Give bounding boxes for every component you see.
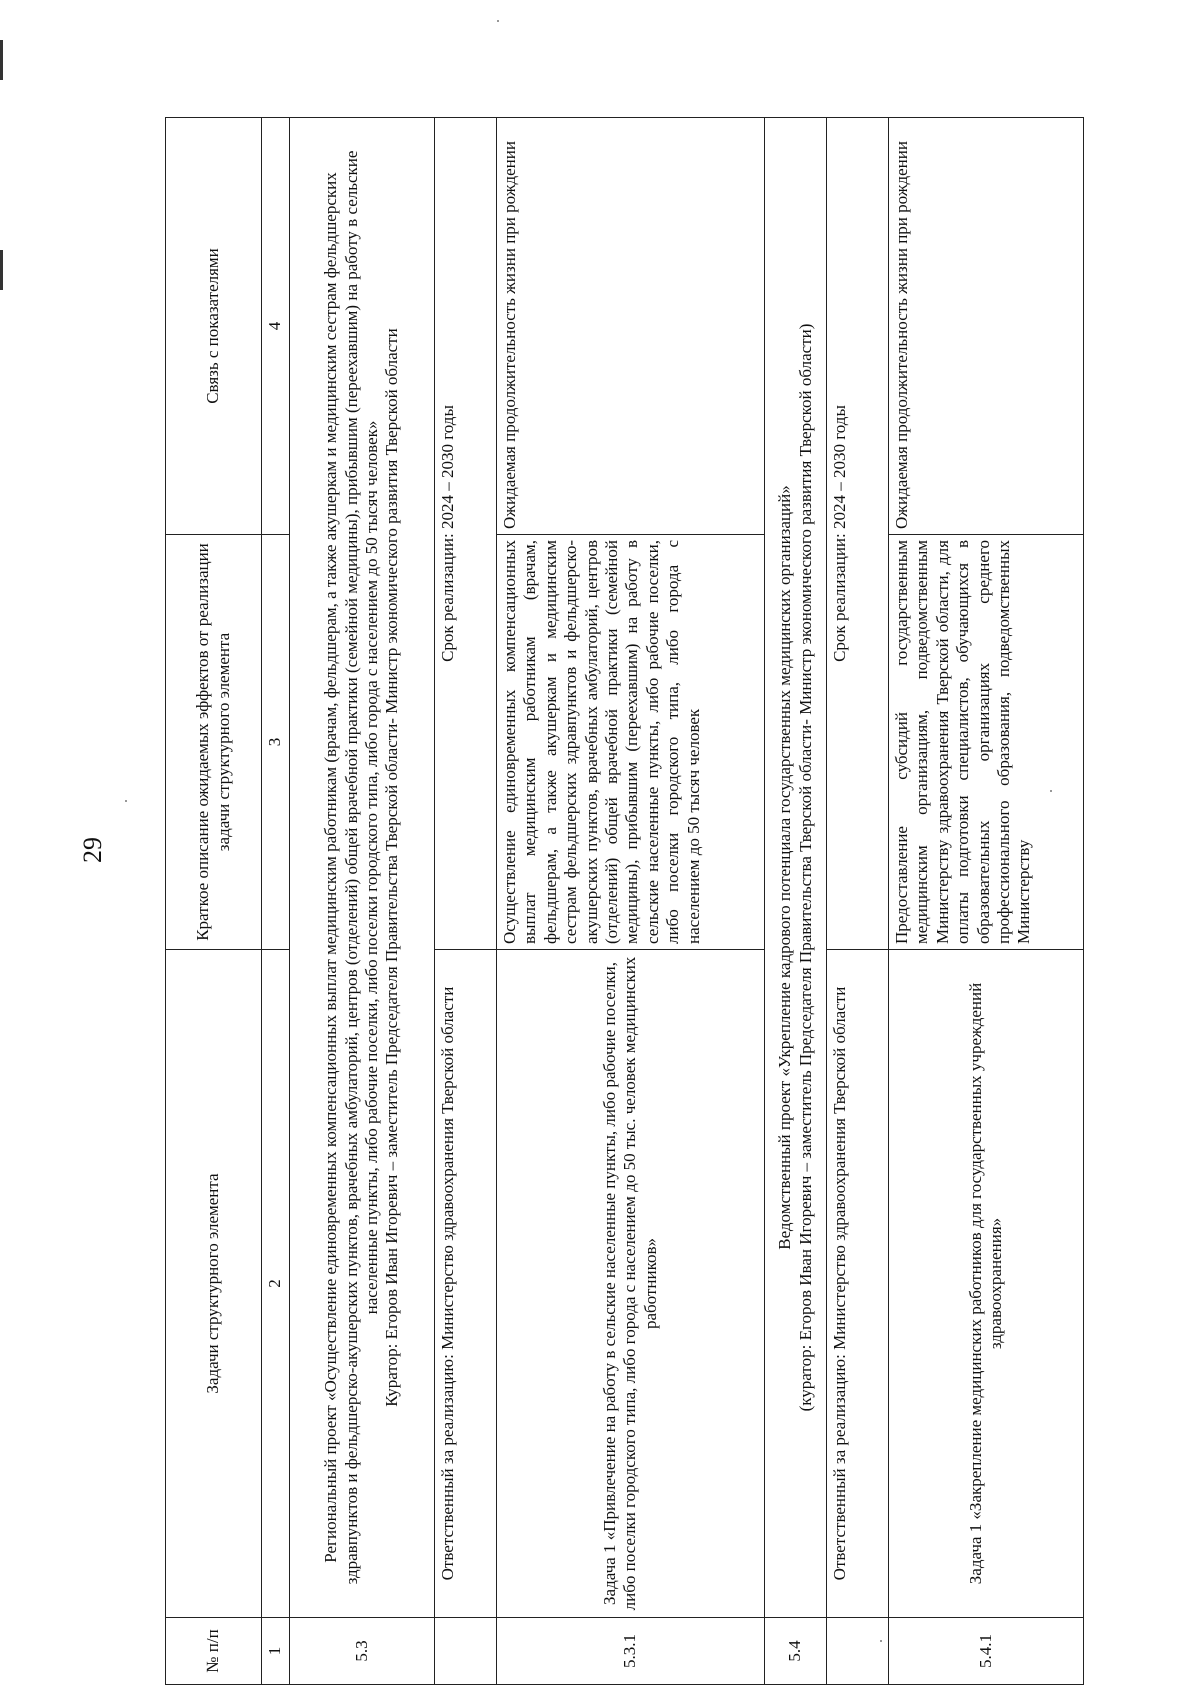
task-row-5-4-1 bbox=[889, 118, 1084, 1685]
col-number: 3 bbox=[262, 535, 290, 950]
task-text: Задача 1 «Привлечение на работу в сельские населенные пункты, либо рабочие поселки, либо поселки городского типа, либо города с населением до 50 тыс. человек медицинских работников» bbox=[497, 950, 765, 1618]
project-title: Ведомственный проект «Укрепление кадрового потенциала государственных медицинских организаций» bbox=[775, 485, 795, 1250]
indicator-text: Ожидаемая продолжительность жизни при рождении bbox=[889, 118, 1084, 535]
col-number: 2 bbox=[262, 950, 290, 1618]
project-curator: (куратор: Егоров Иван Игоревич – заместитель Председателя Правительства Тверской области- Министр экономического развития Тверской области) bbox=[795, 323, 815, 1412]
column-number-row bbox=[262, 118, 290, 1685]
row-number: 5.4.1 bbox=[889, 1618, 1084, 1685]
col-number: 1 bbox=[262, 1618, 290, 1685]
col-number: 4 bbox=[262, 118, 290, 535]
header-indicators: Связь с показателями bbox=[166, 118, 262, 535]
period-text: Срок реализации: 2024 – 2030 годы bbox=[435, 118, 497, 950]
page-number: 29 bbox=[78, 837, 107, 863]
project-title: Региональный проект «Осуществление единовременных компенсационных выплат медицинским работникам (врачам, фельдшерам, а также акушеркам и медицинским сестрам фельдшерских здравпунктов и фельдшерско-акушерских пунктов, врачебных амбулаторий, центров (отделений) общей врачебной практики (семейной медицины), прибывшим (переехавшим) на работу в сельские населенные пункты, либо рабочие поселки, либо поселки городского типа, либо города с населением до 50 тысяч человек» bbox=[321, 150, 381, 1585]
empty-cell bbox=[827, 1618, 889, 1685]
header-num: № п/п bbox=[166, 1618, 262, 1685]
empty-cell bbox=[435, 1618, 497, 1685]
effect-text: Осуществление единовременных компенсационных выплат медицинским работникам (врачам, фельдшерам, а также акушеркам и медицинским сестрам фельдшерских здравпунктов и фельдшерско-акушерских пунктов, врачебных амбулаторий, центров (отделений) общей врачебной практики (семейной медицины), прибывшим (переехавшим) на работу в сельские населенные пункты, либо рабочие поселки, либо поселки городского типа, либо города с населением до 50 тысяч человек bbox=[497, 535, 765, 950]
scan-speck bbox=[497, 20, 499, 22]
effect-text: Предоставление субсидий государственным медицинским организациям, подведомственным Министерству здравоохранения Тверской области, для оплаты подготовки специалистов, обучающихся в образовательных организациях среднего профессионального образования, подведомственных Министерству bbox=[889, 535, 1084, 950]
scan-speck bbox=[125, 800, 127, 802]
section-title bbox=[765, 118, 827, 1618]
header-row bbox=[166, 118, 262, 1685]
row-number: 5.4 bbox=[765, 1618, 827, 1685]
responsible-text: Ответственный за реализацию: Министерство здравоохранения Тверской области bbox=[827, 950, 889, 1618]
program-table bbox=[165, 117, 1084, 1685]
row-number: 5.3.1 bbox=[497, 1618, 765, 1685]
indicator-text: Ожидаемая продолжительность жизни при рождении bbox=[497, 118, 765, 535]
scan-edge-mark bbox=[0, 250, 3, 290]
task-row-5-3-1 bbox=[497, 118, 765, 1685]
task-text: Задача 1 «Закрепление медицинских работников для государственных учреждений здравоохранения» bbox=[889, 950, 1084, 1618]
header-effects: Краткое описание ожидаемых эффектов от реализации задачи структурного элемента bbox=[166, 535, 262, 950]
rotated-table-container bbox=[165, 118, 1200, 1685]
responsible-row-5-4 bbox=[827, 118, 889, 1685]
period-text: Срок реализации: 2024 – 2030 годы bbox=[827, 118, 889, 950]
section-row-5-3 bbox=[290, 118, 435, 1685]
header-tasks: Задачи структурного элемента bbox=[166, 950, 262, 1618]
responsible-row-5-3 bbox=[435, 118, 497, 1685]
responsible-text: Ответственный за реализацию: Министерство здравоохранения Тверской области bbox=[435, 950, 497, 1618]
project-curator: Куратор: Егоров Иван Игоревич – заместитель Председателя Правительства Тверской области- Министр экономического развития Тверской области bbox=[382, 328, 402, 1407]
section-row-5-4 bbox=[765, 118, 827, 1685]
scan-edge-mark bbox=[0, 40, 3, 80]
row-number: 5.3 bbox=[290, 1618, 435, 1685]
section-title bbox=[290, 118, 435, 1618]
